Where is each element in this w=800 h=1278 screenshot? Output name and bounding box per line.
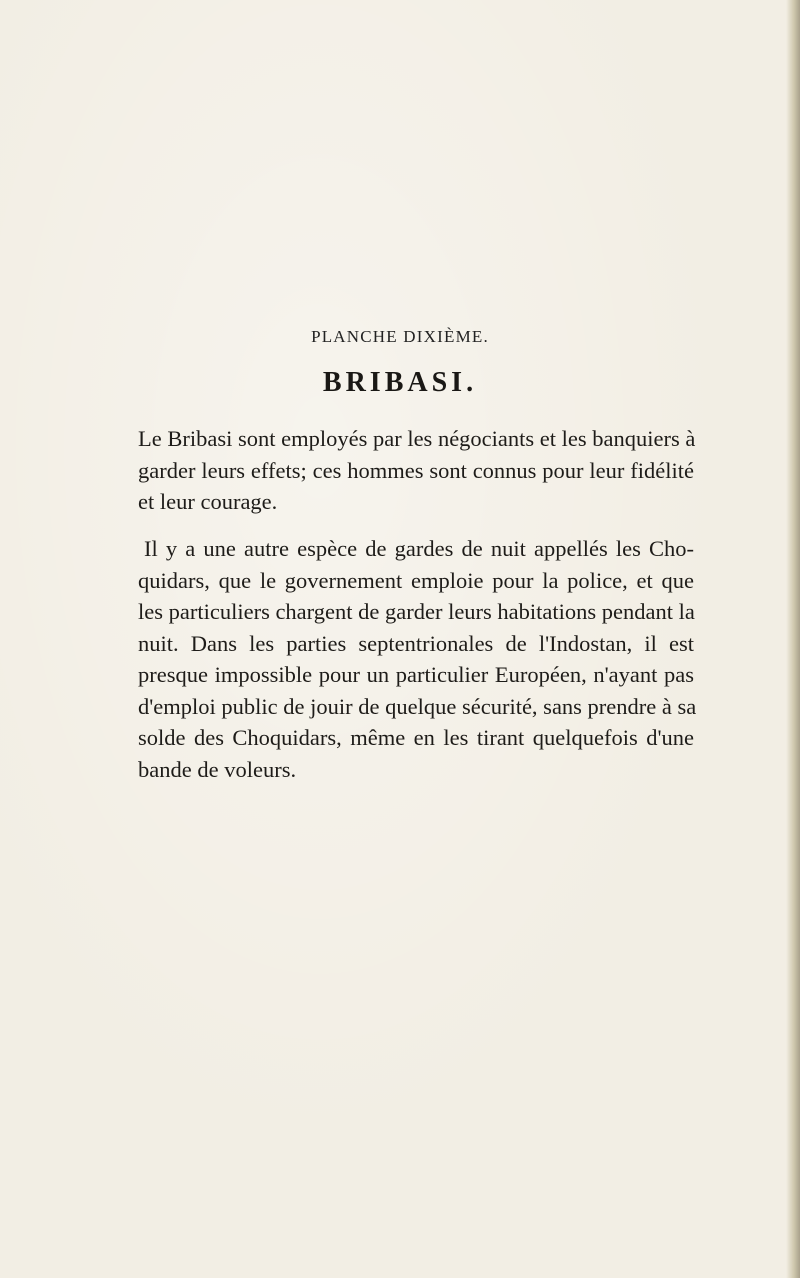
text-line: Le Bribasi sont employés par les négociants et les banquiers à (138, 426, 696, 451)
paragraph-1 (138, 423, 694, 518)
text-line: presque impossible pour un particulier Européen, n'ayant pas (138, 662, 694, 687)
text-line: solde des Choquidars, même en les tirant quelquefois d'une (138, 725, 694, 750)
paragraph-2 (138, 533, 697, 785)
text-line: garder leurs effets; ces hommes sont connus pour leur fidélité (138, 457, 694, 483)
text-line: bande de voleurs. (138, 756, 297, 782)
text-line: Il y a une autre espèce de gardes de nuit appellés les Cho- (144, 536, 694, 561)
text-line: quidars, que le governement emploie pour la police, et que (138, 567, 694, 593)
text-line: les particuliers chargent de garder leurs habitations pendant la (138, 599, 695, 624)
text-line: nuit. Dans les parties septentrionales de l'Indostan, il est (138, 630, 694, 656)
plate-label: PLANCHE DIXIÈME. (311, 327, 489, 346)
text-line: et leur courage. (138, 489, 278, 514)
text-line: d'emploi public de jouir de quelque sécurité, sans prendre à sa (138, 693, 697, 719)
page-edge-shadow (786, 0, 800, 1278)
page-title: BRIBASI. (322, 367, 478, 398)
